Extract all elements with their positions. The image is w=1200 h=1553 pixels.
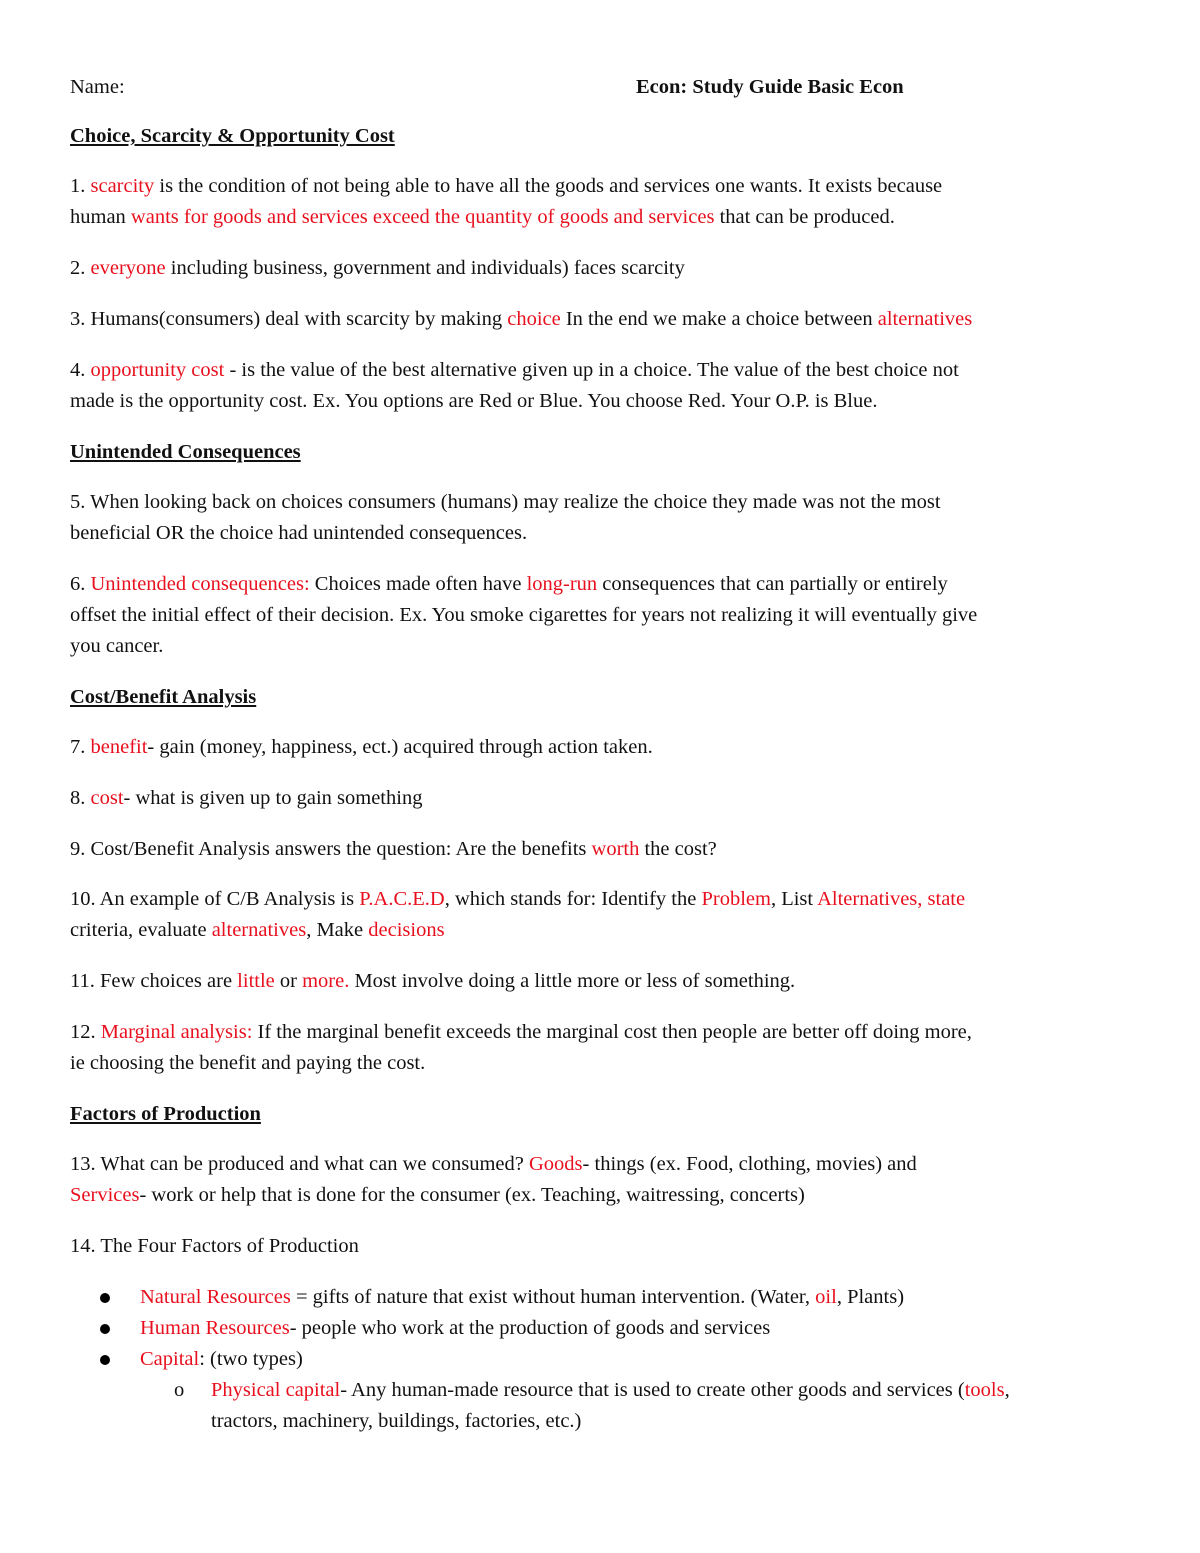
answer-tools: tools <box>964 1379 1005 1401</box>
answer-wants-exceed: wants for goods and services exceed the quantity of goods and services <box>130 206 715 228</box>
section-heading-cost-benefit: Cost/Benefit Analysis <box>70 686 257 708</box>
answer-services: Services <box>70 1184 140 1206</box>
item-10: 10. An example of C/B Analysis is P.A.C.E.D, which stands for: Identify the Problem, List Alternatives, state criteria, evaluate alternatives, Make decisions <box>70 888 966 941</box>
item-11: 11. Few choices are little or more. Most involve doing a little more or less of something. <box>70 970 796 992</box>
answer-choice: choice <box>507 308 561 330</box>
answer-long-run: long-run <box>526 573 598 595</box>
answer-physical-capital: Physical capital <box>211 1379 341 1401</box>
name-field-label: Name: <box>70 76 125 98</box>
answer-human-resources: Human Resources <box>140 1317 290 1339</box>
bullet-dot-icon <box>100 1355 110 1365</box>
answer-natural-resources: Natural Resources <box>140 1286 291 1308</box>
answer-more: more. <box>302 970 350 992</box>
item-9: 9. Cost/Benefit Analysis answers the question: Are the benefits worth the cost? <box>70 838 717 860</box>
item-4: 4. opportunity cost - is the value of the best alternative given up in a choice. The value of the best choice not made is the opportunity cost. Ex. You options are Red or Blue. You choose Red. Your O.P. is Blue. <box>70 359 959 412</box>
section-heading-choice-scarcity: Choice, Scarcity & Opportunity Cost <box>70 125 395 147</box>
sub-bullet-circle-icon: o <box>174 1379 185 1401</box>
item-14: 14. The Four Factors of Production <box>70 1235 359 1257</box>
document-title: Econ: Study Guide Basic Econ <box>636 76 904 98</box>
section-heading-factors-production: Factors of Production <box>70 1103 261 1125</box>
answer-little: little <box>237 970 275 992</box>
item-8: 8. cost- what is given up to gain something <box>70 787 423 809</box>
item-12: 12. Marginal analysis: If the marginal benefit exceeds the marginal cost then people are better off doing more, ie choosing the benefit and paying the cost. <box>70 1021 972 1074</box>
answer-paced: P.A.C.E.D <box>359 888 445 910</box>
bullet-human-resources: Human Resources- people who work at the production of goods and services <box>100 1313 1100 1344</box>
bullet-capital: Capital: (two types) <box>100 1344 1100 1375</box>
bullet-dot-icon <box>100 1293 110 1303</box>
answer-scarcity: scarcity <box>90 175 155 197</box>
answer-decisions: decisions <box>368 919 445 941</box>
item-5: 5. When looking back on choices consumers (humans) may realize the choice they made was not the most beneficial OR the choice had unintended consequences. <box>70 491 941 544</box>
bullet-natural-resources: Natural Resources = gifts of nature that exist without human intervention. (Water, oil, Plants) <box>100 1282 1100 1313</box>
answer-capital: Capital <box>140 1348 200 1370</box>
answer-cost: cost <box>90 787 124 809</box>
item-1: 1. scarcity is the condition of not being able to have all the goods and services one wants. It exists because human wants for goods and services exceed the quantity of goods and services that can be produced. <box>70 175 943 228</box>
item-7: 7. benefit- gain (money, happiness, ect.) acquired through action taken. <box>70 736 653 758</box>
item-6: 6. Unintended consequences: Choices made often have long-run consequences that can partially or entirely offset the initial effect of their decision. Ex. You smoke cigarettes for years not realizing it will eventually give you cancer. <box>70 573 978 657</box>
item-2: 2. everyone including business, government and individuals) faces scarcity <box>70 257 685 279</box>
section-heading-unintended: Unintended Consequences <box>70 441 301 463</box>
answer-problem: Problem <box>701 888 771 910</box>
answer-unintended-consequences: Unintended consequences: <box>90 573 310 595</box>
answer-marginal-analysis: Marginal analysis: <box>100 1021 253 1043</box>
item-13: 13. What can be produced and what can we consumed? Goods- things (ex. Food, clothing, movies) and Services- work or help that is done for the consumer (ex. Teaching, waitressing, concerts) <box>70 1153 917 1206</box>
answer-oil: oil <box>815 1286 837 1308</box>
answer-goods: Goods <box>529 1153 583 1175</box>
answer-evaluate-alternatives: alternatives <box>211 919 307 941</box>
answer-alternatives: alternatives <box>877 308 973 330</box>
answer-worth: worth <box>591 838 640 860</box>
bullet-dot-icon <box>100 1324 110 1334</box>
answer-opportunity-cost: opportunity cost <box>90 359 225 381</box>
answer-benefit: benefit <box>90 736 148 758</box>
item-3: 3. Humans(consumers) deal with scarcity by making choice In the end we make a choice between alternatives <box>70 308 973 330</box>
answer-alternatives-state: Alternatives, state <box>817 888 966 910</box>
sub-bullet-physical-capital: o Physical capital- Any human-made resource that is used to create other goods and services (tools, tractors, machinery, buildings, factories, etc.) <box>174 1375 1134 1437</box>
answer-everyone: everyone <box>90 257 166 279</box>
